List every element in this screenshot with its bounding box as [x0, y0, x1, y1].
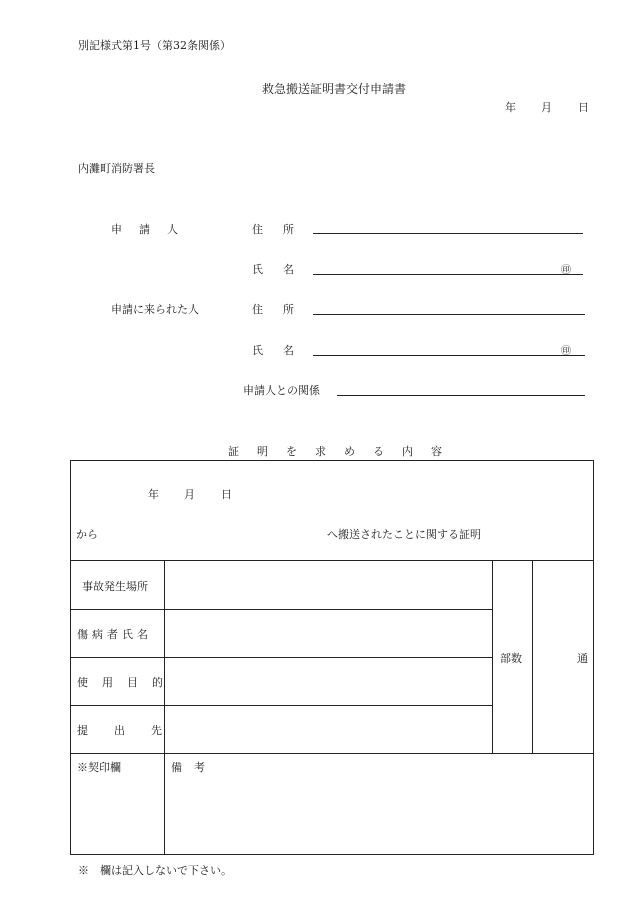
applicant-address-field[interactable]	[313, 233, 583, 234]
copies-label: 部数	[500, 652, 522, 665]
visitor-name-field[interactable]	[313, 355, 585, 356]
recipient-field[interactable]	[166, 707, 490, 752]
date-day: 日	[578, 101, 589, 114]
footnote: ※ 欄は記入しないで下さい。	[78, 864, 232, 877]
rule-row-2	[70, 657, 492, 658]
date-year: 年	[505, 101, 516, 114]
content-day: 日	[221, 488, 232, 501]
copies-unit: 通	[577, 652, 588, 665]
rule-copies-col	[492, 560, 493, 753]
visitor-seal-mark: ㊞	[561, 346, 571, 357]
applicant-name-field[interactable]	[313, 274, 583, 275]
copies-field[interactable]	[534, 562, 574, 752]
applicant-address-label: 住所	[252, 223, 314, 236]
row-label-purpose: 使用目的	[77, 676, 177, 689]
visitor-label: 申請に来られた人	[111, 303, 199, 316]
rule-label-col	[164, 560, 165, 855]
rule-copies-value-col	[532, 560, 533, 753]
applicant-seal-mark: ㊞	[561, 265, 571, 276]
rule-row-4	[70, 753, 594, 754]
row-label-accident-place: 事故発生場所	[82, 580, 148, 593]
rule-top-block	[70, 560, 594, 561]
addressee: 内灘町消防署長	[78, 162, 155, 175]
relation-field[interactable]	[337, 395, 585, 396]
content-year: 年	[148, 488, 159, 501]
row-label-recipient: 提出先	[77, 724, 188, 737]
patient-name-field[interactable]	[166, 611, 490, 656]
remarks-field[interactable]	[166, 776, 592, 852]
seal-column-label: ※契印欄	[77, 761, 121, 774]
row-label-patient-name: 傷病者氏名	[77, 628, 152, 641]
rule-row-1	[70, 609, 492, 610]
visitor-address-field[interactable]	[313, 314, 585, 315]
content-from: から	[76, 528, 98, 541]
content-month: 月	[184, 488, 195, 501]
date-month: 月	[541, 101, 552, 114]
accident-place-field[interactable]	[166, 562, 490, 608]
remarks-label: 備考	[171, 761, 217, 774]
purpose-field[interactable]	[166, 659, 490, 704]
relation-label: 申請人との関係	[243, 384, 320, 397]
applicant-name-label: 氏名	[252, 263, 314, 276]
applicant-label: 申請人	[111, 223, 195, 236]
visitor-name-label: 氏名	[252, 344, 314, 357]
form-title: 救急搬送証明書交付申請書	[262, 82, 407, 96]
rule-row-3	[70, 705, 492, 706]
visitor-address-label: 住所	[252, 303, 314, 316]
section-title: 証明を求める内容	[228, 445, 460, 458]
content-statement: へ搬送されたことに関する証明	[327, 528, 481, 541]
form-id: 別記様式第1号（第32条関係）	[78, 39, 231, 52]
